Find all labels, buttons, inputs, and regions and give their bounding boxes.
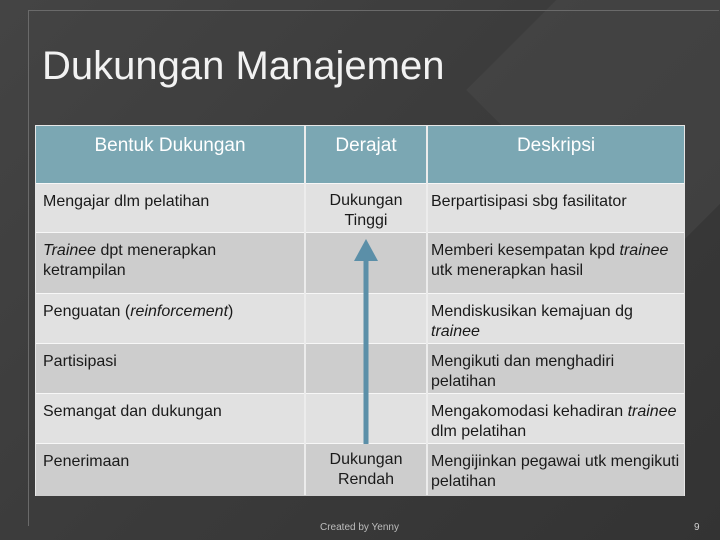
cell-bentuk: Penerimaan (43, 453, 130, 470)
text-fragment: dlm pelatihan (431, 423, 527, 440)
header-bentuk: Bentuk Dukungan (36, 126, 304, 183)
cell-bentuk: Semangat dan dukungan (43, 403, 222, 420)
slide-title: Dukungan Manajemen (42, 44, 445, 88)
derajat-low: Dukungan Rendah (329, 451, 403, 488)
cell-deskripsi: Berpartisipasi sbg fasilitator (431, 193, 627, 210)
text-fragment: dpt menerapkan ketrampilan (43, 242, 217, 279)
cell-bentuk: Mengajar dlm pelatihan (43, 193, 210, 210)
cell-bentuk: Partisipasi (43, 353, 117, 370)
cell-deskripsi: Mengikuti dan menghadiri pelatihan (431, 353, 615, 390)
italic-term: reinforcement (130, 303, 229, 320)
italic-term: trainee (627, 403, 677, 420)
header-deskripsi: Deskripsi (428, 126, 684, 183)
footer-credit: Created by Yenny (320, 522, 399, 533)
italic-term: Trainee (43, 242, 97, 259)
up-arrow-icon (36, 126, 684, 495)
italic-term: trainee (619, 242, 669, 259)
text-fragment: Mendiskusikan kemajuan dg (431, 303, 633, 320)
italic-term: trainee (431, 323, 480, 340)
header-derajat: Derajat (306, 126, 426, 183)
text-fragment: Mengakomodasi kehadiran (431, 403, 628, 420)
page-number: 9 (694, 522, 700, 533)
text-fragment: utk menerapkan hasil (431, 262, 584, 279)
text-fragment: Penguatan ( (43, 303, 131, 320)
text-fragment: ) (228, 303, 234, 320)
arrow-head (354, 239, 378, 261)
text-fragment: Memberi kesempatan kpd (431, 242, 620, 259)
cell-deskripsi: Mengijinkan pegawai utk mengikuti pelatihan (431, 453, 680, 490)
support-table (35, 125, 685, 496)
derajat-high: Dukungan Tinggi (329, 192, 403, 229)
